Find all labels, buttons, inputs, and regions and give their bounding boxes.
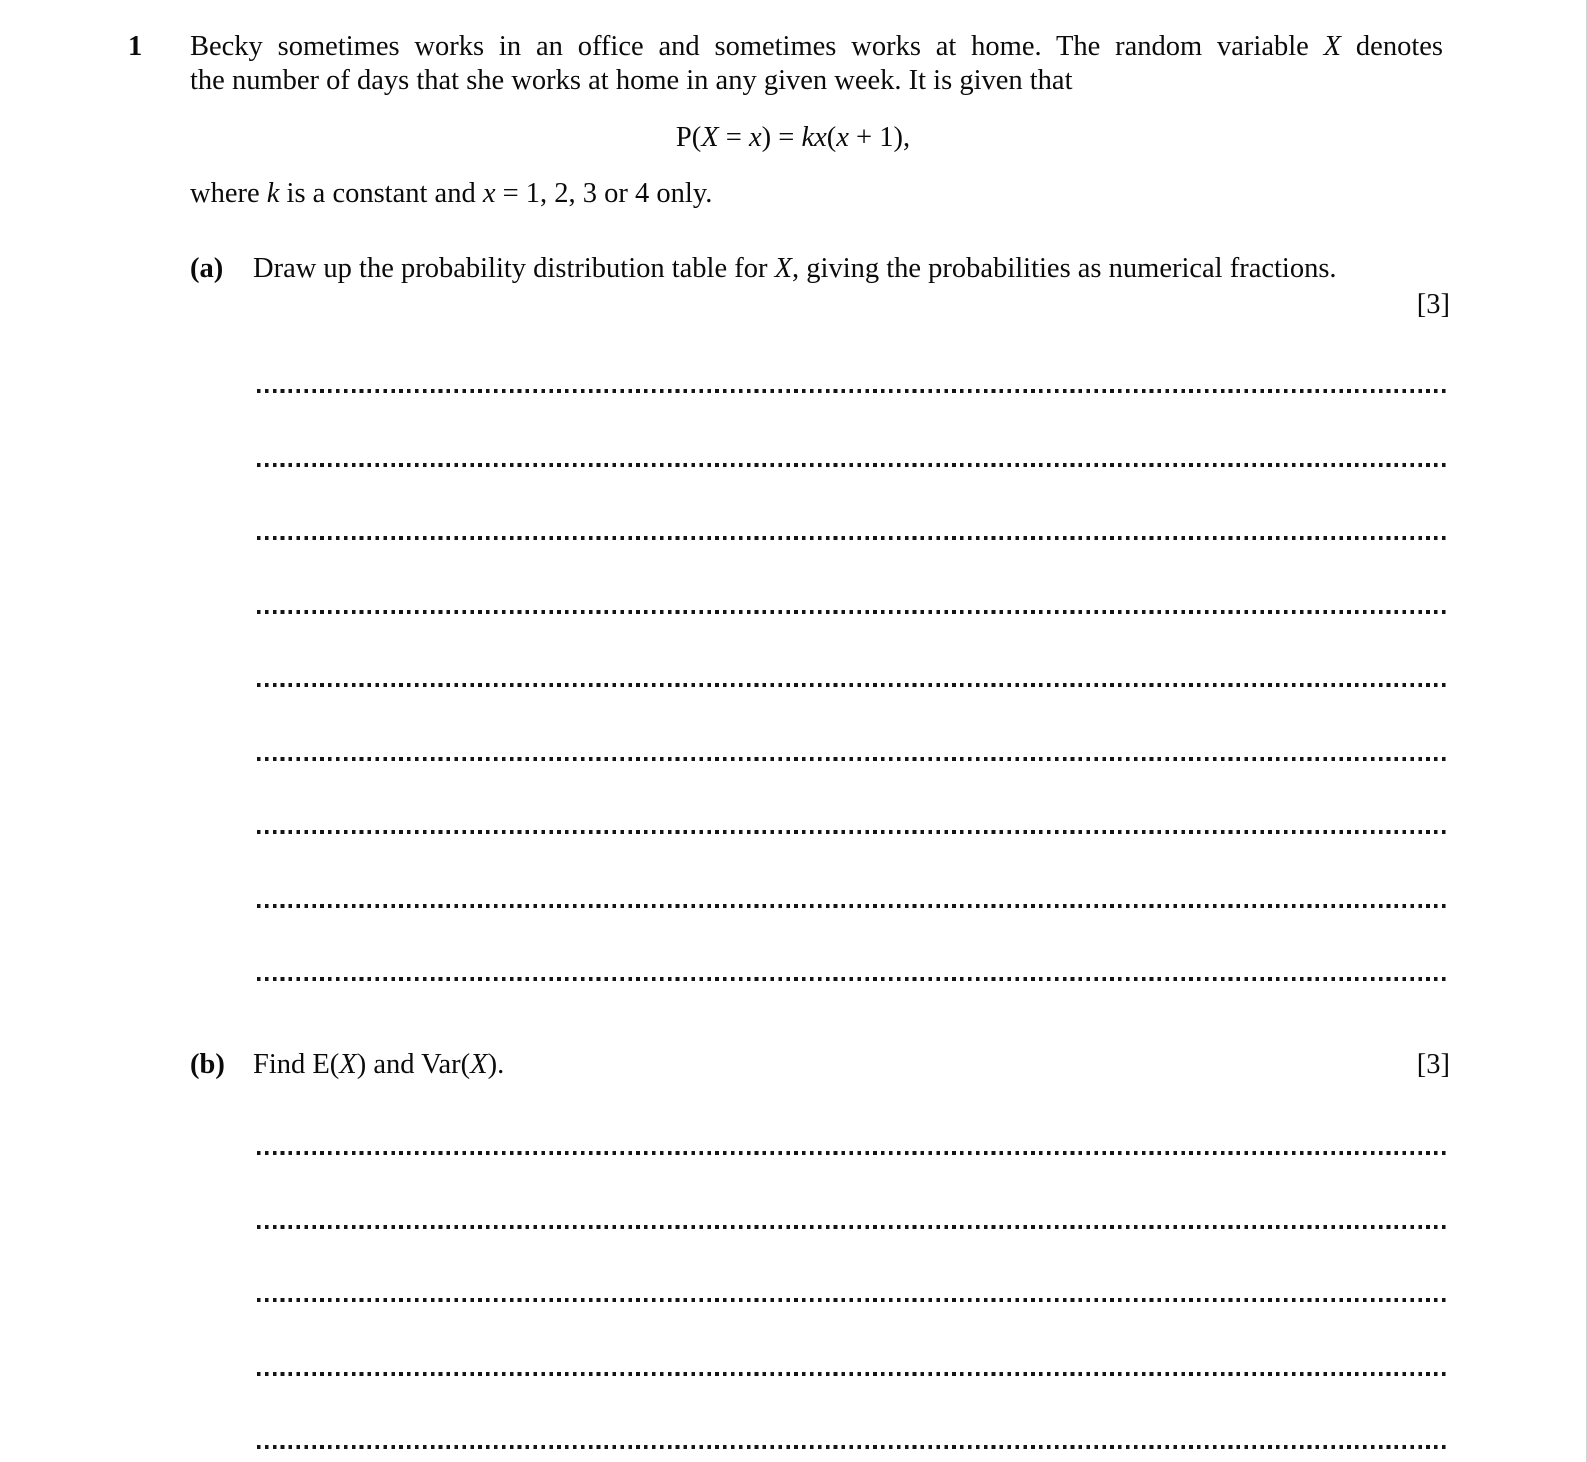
math-var-kx: kx — [801, 122, 827, 153]
math-var-X: X — [470, 1049, 488, 1080]
dotted-answer-line — [257, 1151, 1448, 1155]
dotted-answer-line — [257, 1225, 1448, 1229]
text-segment: where — [190, 178, 267, 209]
math-var-x: x — [482, 178, 496, 209]
text-segment: , giving the probabilities as numerical fractions. — [792, 253, 1337, 284]
text-segment: P( — [675, 122, 702, 153]
text-segment: denotes — [1341, 31, 1443, 62]
text-segment: ) = — [761, 122, 802, 153]
question-number: 1 — [128, 31, 143, 62]
dotted-answer-line — [257, 904, 1448, 908]
probability-formula — [0, 121, 1586, 155]
part-b-answer-lines — [257, 1151, 1448, 1449]
part-a-prompt-row — [190, 252, 1450, 286]
math-var-X: X — [774, 253, 793, 284]
part-b-marks-badge: [3] — [1416, 1049, 1450, 1080]
math-var-X: X — [339, 1049, 357, 1080]
math-var-x: x — [748, 122, 762, 153]
dotted-answer-line — [257, 830, 1448, 834]
dotted-answer-line — [257, 536, 1448, 540]
dotted-answer-line — [257, 1445, 1448, 1449]
part-b-prompt-row — [190, 1048, 1450, 1082]
text-segment: Draw up the probability distribution table for — [253, 253, 775, 284]
question-intro-line2: the number of days that she works at home in any given week. It is given that — [190, 65, 1073, 96]
part-a-prompt — [253, 253, 1337, 284]
part-a-marks-badge: [3] — [1416, 289, 1450, 320]
part-b-prompt — [253, 1048, 1417, 1082]
math-var-X: X — [701, 122, 719, 153]
text-segment: + 1), — [848, 122, 911, 153]
text-segment: is a constant and — [279, 178, 483, 209]
math-var-X: X — [1323, 31, 1342, 62]
math-var-x: x — [836, 122, 849, 153]
text-segment: Find E( — [253, 1049, 340, 1080]
question-intro — [190, 30, 1443, 98]
part-a-label: (a) — [190, 253, 224, 284]
text-segment: ). — [487, 1049, 505, 1080]
dotted-answer-line — [257, 1372, 1448, 1376]
dotted-answer-line — [257, 1298, 1448, 1302]
text-segment: = — [718, 122, 749, 153]
math-var-k: k — [266, 178, 280, 209]
constraint-line — [190, 177, 1450, 211]
dotted-answer-line — [257, 389, 1448, 393]
question-intro-line1 — [190, 30, 1443, 64]
dotted-answer-line — [257, 683, 1448, 687]
part-b-label: (b) — [190, 1049, 225, 1080]
dotted-answer-line — [257, 463, 1448, 467]
text-segment: Becky sometimes works in an office and sometimes works at home. The random variable — [190, 31, 1324, 62]
dotted-answer-line — [257, 610, 1448, 614]
text-segment: ( — [826, 122, 837, 153]
text-segment: ) and Var( — [356, 1049, 471, 1080]
dotted-answer-line — [257, 757, 1448, 761]
text-segment: = 1, 2, 3 or 4 only. — [495, 178, 713, 209]
dotted-answer-line — [257, 977, 1448, 981]
part-a-answer-lines — [257, 389, 1448, 981]
